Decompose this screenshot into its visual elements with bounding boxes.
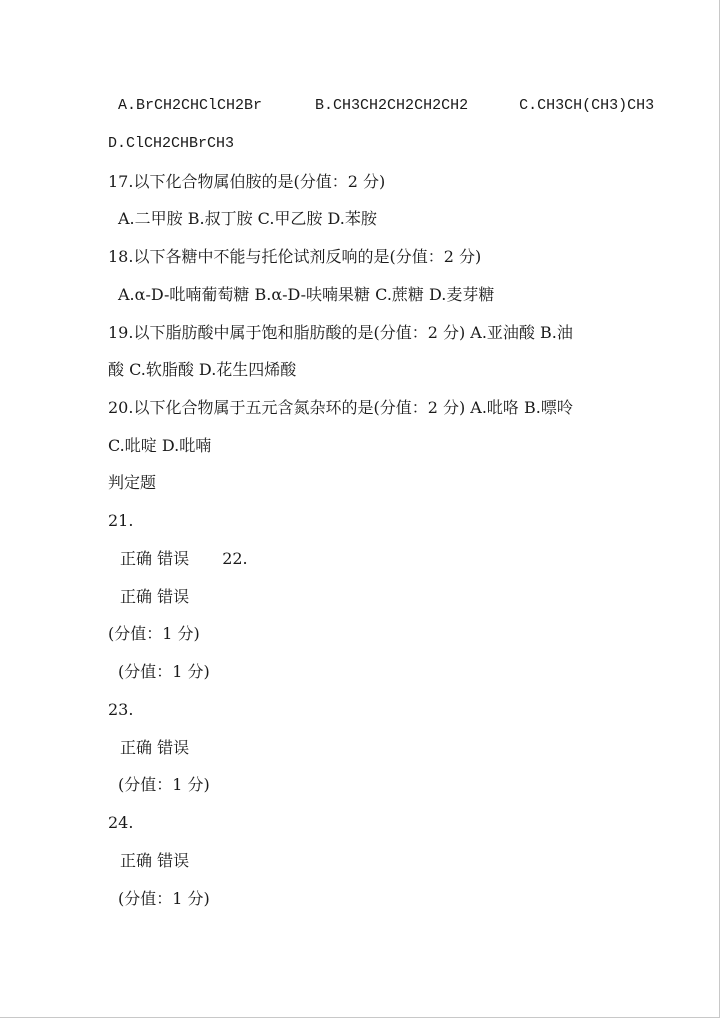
q17-options: A.二甲胺 B.叔丁胺 C.甲乙胺 D.苯胺 xyxy=(118,209,377,228)
q24-score: (分值：1 分) xyxy=(118,889,210,908)
q21-choices: 正确 错误 xyxy=(120,549,190,568)
q16-option-a: A.BrCH2CHClCH2Br xyxy=(118,97,263,114)
q21-number: 21. xyxy=(108,511,134,530)
q20-line1: 20.以下化合物属于五元含氮杂环的是(分值：2 分) A.吡咯 B.嘌呤 xyxy=(108,398,573,417)
q16-option-d: D.ClCH2CHBrCH3 xyxy=(108,135,235,152)
q20-line2: C.吡啶 D.吡喃 xyxy=(108,436,212,455)
q24-number: 24. xyxy=(108,813,134,832)
q18-options: A.α-D-吡喃葡萄糖 B.α-D-呋喃果糖 C.蔗糖 D.麦芽糖 xyxy=(118,285,495,304)
q23-choices: 正确 错误 xyxy=(120,738,190,757)
q24-choices: 正确 错误 xyxy=(120,851,190,870)
q16-options-row xyxy=(118,96,654,116)
q17-stem: 17.以下化合物属伯胺的是(分值：2 分) xyxy=(108,172,386,191)
section-title-judgement: 判定题 xyxy=(108,473,157,492)
q22-choices: 正确 错误 xyxy=(120,587,190,606)
q19-line2: 酸 C.软脂酸 D.花生四烯酸 xyxy=(108,360,297,379)
q16-option-b: B.CH3CH2CH2CH2CH2 xyxy=(315,97,469,114)
q23-number: 23. xyxy=(108,700,134,719)
q18-stem: 18.以下各糖中不能与托伦试剂反响的是(分值：2 分) xyxy=(108,247,482,266)
q19-line1: 19.以下脂肪酸中属于饱和脂肪酸的是(分值：2 分) A.亚油酸 B.油 xyxy=(108,323,573,342)
score-label: (分值：1 分) xyxy=(118,662,210,681)
score-label: (分值：1 分) xyxy=(108,624,200,643)
q22-number: 22. xyxy=(222,549,248,568)
q16-option-c: C.CH3CH(CH3)CH3 xyxy=(519,97,655,114)
q23-score: (分值：1 分) xyxy=(118,775,210,794)
q21-row xyxy=(120,549,248,569)
